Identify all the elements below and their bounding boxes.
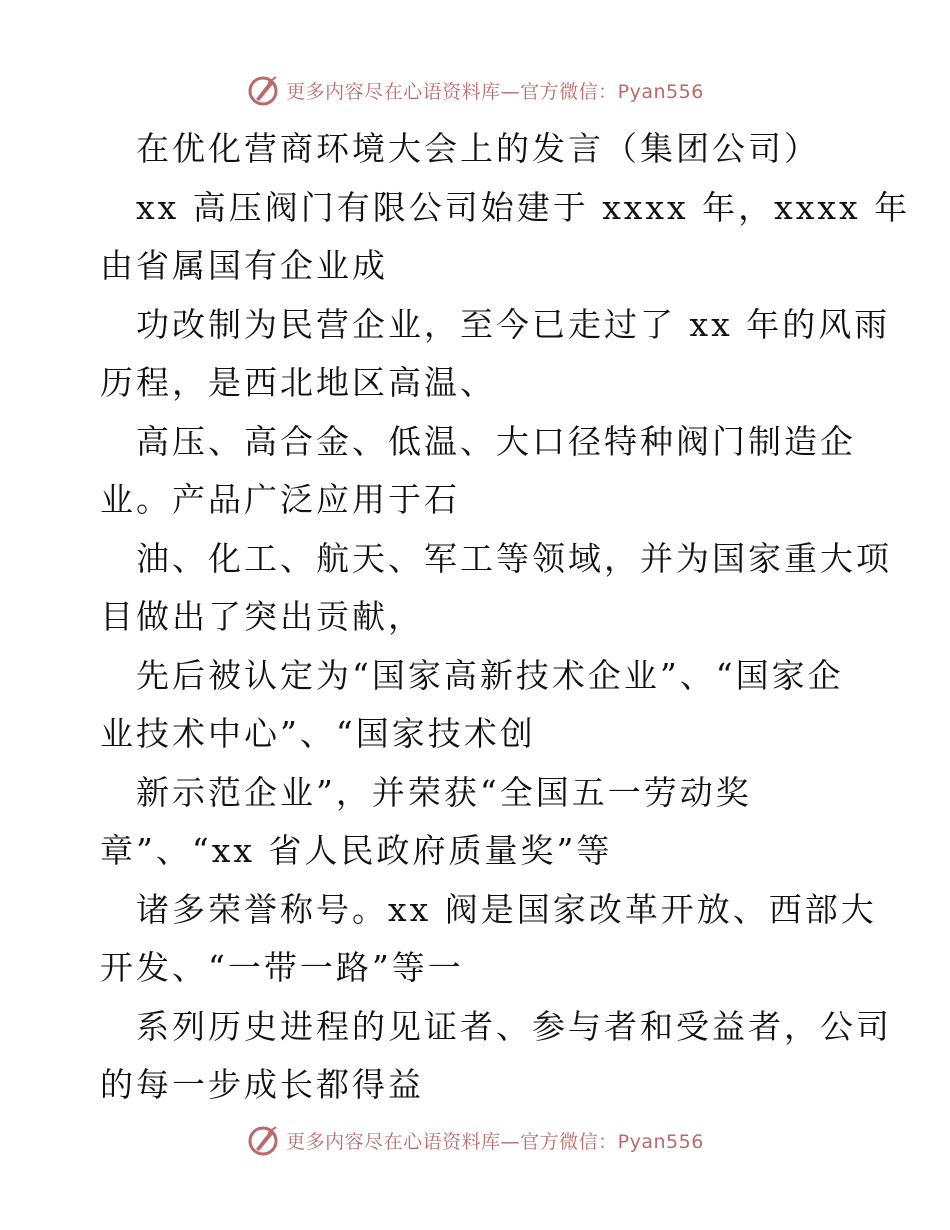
paragraph-line: 开发、“一带一路”等一 xyxy=(100,948,464,987)
paragraph-line: 先后被认定为“国家高新技术企业”、“国家企 xyxy=(136,655,844,695)
paragraph-line: 油、化工、航天、军工等领域，并为国家重大项 xyxy=(136,538,892,578)
feather-pen-seal-icon xyxy=(246,73,280,107)
header-watermark xyxy=(0,70,950,110)
paragraph-line: 历程，是西北地区高温、 xyxy=(100,363,496,402)
paragraph-line: 章”、“xx 省人民政府质量奖”等 xyxy=(100,831,613,870)
paragraph-line: 由省属国有企业成 xyxy=(100,246,388,285)
paragraph-line: 高压、高合金、低温、大口径特种阀门制造企 xyxy=(136,421,856,461)
paragraph-line: 目做出了突出贡献， xyxy=(100,597,424,636)
paragraph-line: 诸多荣誉称号。xx 阀是国家改革开放、西部大 xyxy=(136,889,877,929)
watermark-text: 更多内容尽在心语资料库—官方微信：Pyan556 xyxy=(286,1130,704,1153)
footer-watermark xyxy=(0,1120,950,1160)
document-body xyxy=(100,120,911,1115)
paragraph-line: xx 高压阀门有限公司始建于 xxxx 年，xxxx 年 xyxy=(136,187,911,227)
paragraph-line: 在优化营商环境大会上的发言（集团公司） xyxy=(136,129,820,168)
paragraph-line: 业技术中心”、“国家技术创 xyxy=(100,714,536,753)
feather-pen-seal-icon xyxy=(246,1123,280,1157)
paragraph-line: 新示范企业”，并荣获“全国五一劳动奖 xyxy=(136,772,752,812)
paragraph-line: 功改制为民营企业，至今已走过了 xx 年的风雨 xyxy=(136,304,891,344)
paragraph-line: 的每一步成长都得益 xyxy=(100,1065,424,1104)
paragraph-line: 业。产品广泛应用于石 xyxy=(100,480,460,519)
paragraph-line: 系列历史进程的见证者、参与者和受益者，公司 xyxy=(136,1006,892,1046)
watermark-text: 更多内容尽在心语资料库—官方微信：Pyan556 xyxy=(286,80,704,103)
